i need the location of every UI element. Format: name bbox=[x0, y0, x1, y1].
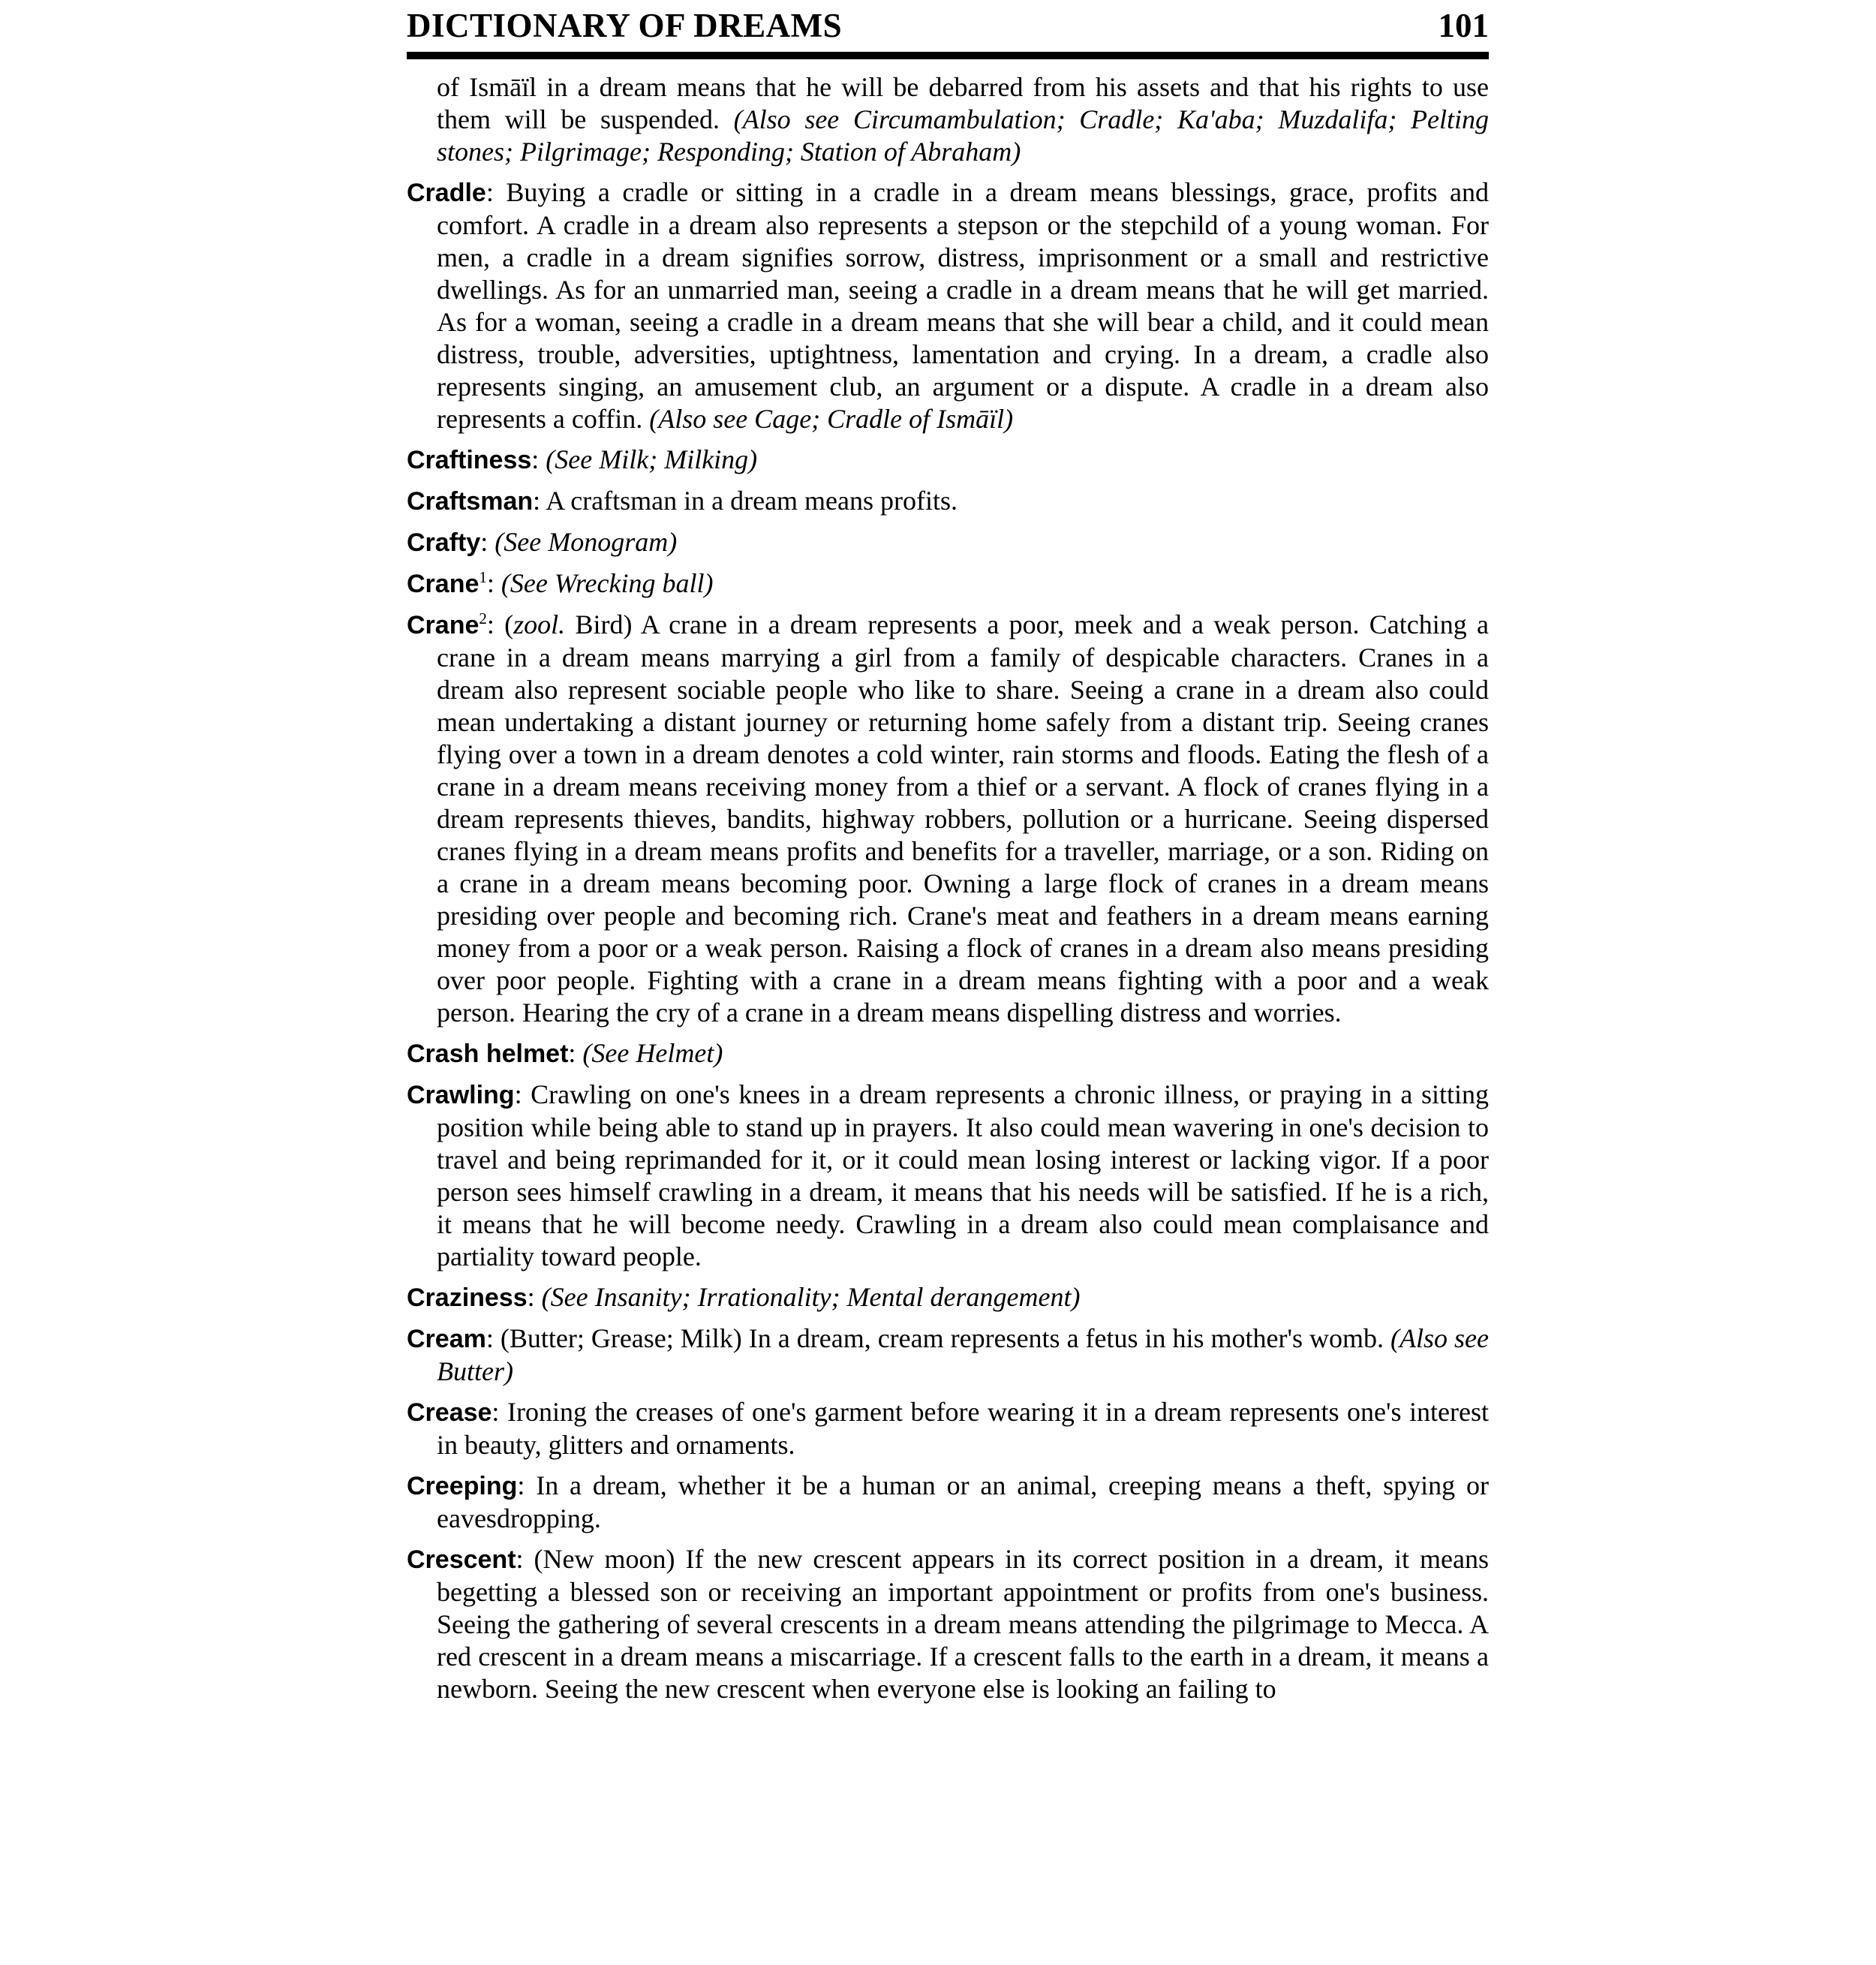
page-header bbox=[407, 0, 1489, 45]
entry-colon: : bbox=[486, 568, 501, 598]
dictionary-entry bbox=[407, 485, 1489, 518]
entry-text-segment: Buying a cradle or sitting in a cradle in a dream means blessings, grace, profits and comfort. A cradle in a dream also represents a stepson or the stepchild of a young woman. For men, a cradle in a dream signifies sorrow, distress, imprisonment or a small and restrictive dwellings. As for an unmarried man, seeing a cradle in a dream means that he will get married. As for a woman, seeing a cradle in a dream means that she will bear a child, and it could mean distress, trouble, adversities, uptightness, lamentation and crying. In a dream, a cradle also represents singing, an amusement club, an argument or a dispute. A cradle in a dream also represents a coffin. bbox=[437, 177, 1489, 434]
entry-term: Craftsman bbox=[407, 487, 534, 516]
page-content bbox=[407, 0, 1489, 1705]
entry-term: Crafty bbox=[407, 528, 481, 557]
entry-term: Creeping bbox=[407, 1472, 518, 1500]
dictionary-entry bbox=[407, 71, 1489, 168]
running-head-title: DICTIONARY OF DREAMS bbox=[407, 7, 843, 44]
entry-term: Crane$^2$ bbox=[407, 609, 487, 639]
dictionary-entry bbox=[407, 1396, 1489, 1461]
entry-text-segment: (See Milk; Milking) bbox=[546, 444, 758, 474]
entry-colon: : bbox=[480, 527, 495, 557]
page-number: 101 bbox=[1438, 7, 1489, 44]
dictionary-entry bbox=[407, 1470, 1489, 1535]
entry-colon: : bbox=[486, 177, 507, 207]
entry-text-segment: In a dream, whether it be a human or an animal, creeping means a theft, spying or eavesdropping. bbox=[437, 1470, 1489, 1533]
entry-term: Craftiness bbox=[407, 446, 532, 474]
entry-text-segment: (Also see Circumambulation; Cradle; Ka'aba; Muzdalifa; Pelting stones; Pilgrimage; Responding; Station of Abraham) bbox=[437, 104, 1489, 167]
entry-term: Crawling bbox=[407, 1081, 515, 1109]
entry-colon: : bbox=[527, 1282, 542, 1312]
dictionary-entry bbox=[407, 567, 1489, 600]
entry-text-segment: (See Insanity; Irrationality; Mental derangement) bbox=[541, 1282, 1081, 1312]
entry-text-segment: of Ismāïl in a dream means that he will be debarred from his assets and that his rights to use them will be suspended. bbox=[437, 72, 1489, 134]
entry-text-segment: (See Helmet) bbox=[582, 1038, 723, 1068]
dictionary-entry bbox=[407, 176, 1489, 435]
dictionary-entry bbox=[407, 609, 1489, 1029]
entry-colon: : bbox=[517, 1470, 537, 1500]
entry-colon: : bbox=[568, 1038, 583, 1068]
entry-colon: : bbox=[531, 444, 546, 474]
entry-term: Crescent bbox=[407, 1545, 516, 1574]
entry-text-segment: (See Wrecking ball) bbox=[501, 568, 714, 598]
entries bbox=[407, 71, 1489, 1705]
entry-colon: : bbox=[492, 1397, 507, 1427]
entry-term: Crease bbox=[407, 1398, 492, 1427]
entry-colon: : bbox=[486, 1323, 501, 1353]
entry-text-segment: ( bbox=[504, 609, 514, 639]
dictionary-entry bbox=[407, 526, 1489, 559]
entry-term: Crash helmet bbox=[407, 1040, 569, 1068]
entry-text-segment: (See Monogram) bbox=[495, 527, 678, 557]
entry-term-superscript: 2 bbox=[479, 609, 487, 627]
dictionary-entry bbox=[407, 1323, 1489, 1388]
header-rule bbox=[407, 52, 1489, 59]
dictionary-entry bbox=[407, 1281, 1489, 1314]
entry-term: Craziness bbox=[407, 1283, 528, 1312]
entry-colon: : bbox=[516, 1544, 534, 1574]
entry-text-segment: Crawling on one's knees in a dream represents a chronic illness, or praying in a sitting position while being able to stand up in prayers. It also could mean wavering in one's decision to travel and being reprimanded for it, or it could mean losing interest or lacking vigor. If a poor person sees himself crawling in a dream, it means that his needs will be satisfied. If he is a rich, it means that he will become needy. Crawling in a dream also could mean complaisance and partiality toward people. bbox=[437, 1079, 1489, 1271]
entry-text-segment: (Butter; Grease; Milk) In a dream, cream represents a fetus in his mother's womb. bbox=[500, 1323, 1391, 1353]
entry-term: Crane$^1$ bbox=[407, 568, 487, 598]
entry-text-segment: (New moon) If the new crescent appears in its correct position in a dream, it means begetting a blessed son or receiving an important appointment or profits from one's business. Seeing the gathering of several crescents in a dream means attending the pilgrimage to Mecca. A red crescent in a dream means a miscarriage. If a crescent falls to the earth in a dream, it means a newborn. Seeing the new crescent when everyone else is looking an failing to bbox=[437, 1544, 1489, 1704]
entry-text-segment: A craftsman in a dream means profits. bbox=[546, 486, 958, 516]
dictionary-entry bbox=[407, 444, 1489, 477]
entry-term-superscript: 1 bbox=[479, 568, 487, 586]
entry-text-segment: Bird) A crane in a dream represents a poor, meek and a weak person. Catching a crane in a dream means marrying a girl from a family of despicable characters. Cranes in a dream also represent sociable people who like to share. Seeing a crane in a dream also could mean undertaking a distant journey or returning home safely from a distant trip. Seeing cranes flying over a town in a dream denotes a cold winter, rain storms and floods. Eating the flesh of a crane in a dream means receiving money from a thief or a servant. A flock of cranes flying in a dream represents thieves, bandits, highway robbers, pollution or a hurricane. Seeing dispersed cranes flying in a dream means profits and benefits for a traveller, marriage, or a son. Riding on a crane in a dream means becoming poor. Owning a large flock of cranes in a dream means presiding over people and becoming rich. Crane's meat and feathers in a dream means earning money from a poor or a weak person. Raising a flock of cranes in a dream also means presiding over poor people. Fighting with a crane in a dream means fighting with a poor and a weak person. Hearing the cry of a crane in a dream means dispelling distress and worries. bbox=[437, 609, 1489, 1028]
entry-colon: : bbox=[486, 609, 505, 639]
entry-text-segment: (Also see Cage; Cradle of Ismāïl) bbox=[649, 404, 1014, 434]
entry-text-segment: (Also see Butter) bbox=[437, 1323, 1489, 1386]
dictionary-entry bbox=[407, 1543, 1489, 1705]
entry-term: Cream bbox=[407, 1325, 486, 1353]
entry-term: Cradle bbox=[407, 179, 486, 207]
entry-colon: : bbox=[533, 486, 546, 516]
entry-text-segment: zool. bbox=[513, 609, 566, 639]
entry-text-segment: Ironing the creases of one's garment before wearing it in a dream represents one's interest in beauty, glitters and ornaments. bbox=[437, 1397, 1489, 1460]
entry-colon: : bbox=[514, 1079, 531, 1109]
dictionary-entry bbox=[407, 1079, 1489, 1273]
dictionary-entry bbox=[407, 1037, 1489, 1070]
